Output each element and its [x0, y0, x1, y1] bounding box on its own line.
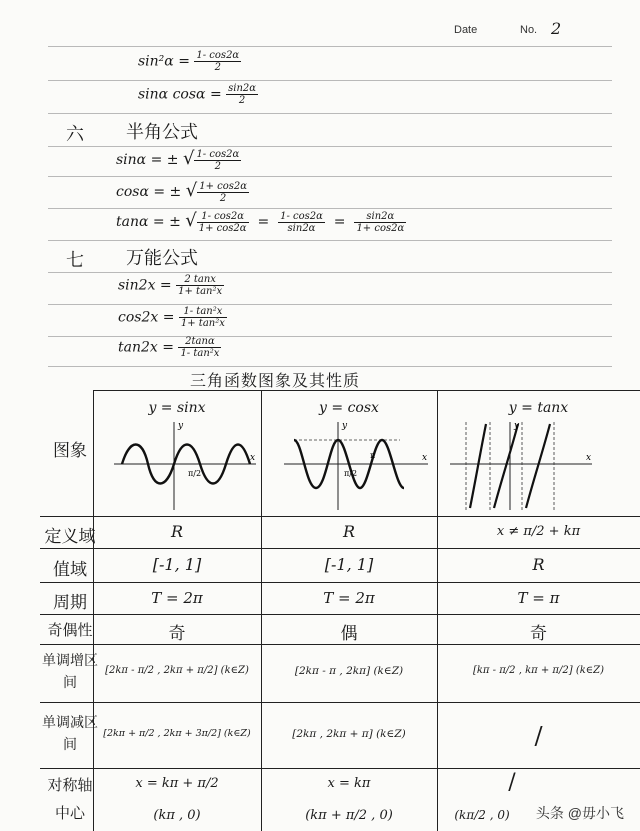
row-label-increasing: 单调增区间 — [42, 653, 98, 691]
fraction — [278, 211, 325, 234]
formula-lhs: cosα = ± — [116, 184, 182, 200]
center-cos: (kπ + π/2 , 0) — [305, 808, 393, 823]
formula-lhs: sin2x = — [118, 277, 172, 294]
numerator: 1- tan²x — [179, 306, 227, 318]
range-tan: R — [532, 555, 545, 574]
y-axis-label: y — [514, 421, 520, 431]
row-label-parity: 奇偶性 — [47, 621, 93, 639]
range-cos: [-1, 1] — [324, 555, 374, 574]
denominator: sin2α — [287, 222, 316, 234]
section-six-title: 半角公式 — [126, 122, 198, 143]
increasing-cos: [2kπ - π , 2kπ] (k∈Z) — [294, 665, 404, 677]
tangent-branch — [470, 424, 486, 508]
half-angle-sin — [116, 148, 241, 172]
section-seven-number: 七 — [66, 250, 84, 271]
formula-lhs: sin²α = — [138, 53, 190, 70]
row-label-graph: 图象 — [53, 441, 87, 461]
tangent-branch — [526, 424, 550, 508]
fraction — [179, 306, 227, 329]
x-axis-label: x — [586, 453, 592, 463]
universal-sin — [118, 274, 224, 297]
decreasing-tan: / — [534, 722, 543, 750]
fraction — [178, 336, 221, 359]
no-label: No. — [520, 24, 538, 36]
formula-lhs: sinα = ± — [116, 152, 179, 168]
fraction — [197, 181, 249, 204]
watermark: 头条 @毋小飞 — [535, 805, 624, 821]
domain-sin: R — [170, 522, 184, 541]
axis-cos: x = kπ — [327, 776, 371, 791]
fraction — [226, 83, 258, 106]
tangent-branch — [494, 424, 518, 508]
numerator: 1- cos2α — [280, 210, 323, 222]
domain-cos: R — [342, 522, 356, 541]
row-label-axis: 对称轴 — [47, 776, 93, 794]
denominator: 2 — [219, 192, 227, 204]
tan-graph — [446, 418, 596, 514]
half-angle-cos — [116, 180, 249, 204]
numerator: 2tanα — [178, 336, 221, 348]
sqrt-icon: √ — [185, 210, 197, 231]
formula-lhs: cos2x = — [118, 309, 175, 326]
x-axis-label: x — [250, 453, 256, 463]
denominator: 2 — [214, 62, 221, 73]
denominator: 2 — [238, 95, 246, 106]
cos-graph — [280, 418, 432, 514]
y-axis-label: y — [342, 421, 348, 431]
denominator: 1+ tan²x — [178, 286, 223, 297]
x-axis-label: x — [422, 453, 428, 463]
period-cos: T = 2π — [323, 589, 375, 607]
section-seven-title: 万能公式 — [126, 248, 198, 269]
parity-sin: 奇 — [168, 624, 186, 644]
period-tan: T = π — [517, 589, 560, 607]
row-label-domain: 定义域 — [44, 527, 96, 547]
numerator: sin2α — [354, 211, 406, 223]
universal-tan — [118, 336, 221, 359]
pi-tick: π — [370, 451, 376, 460]
half-angle-tan — [116, 210, 406, 234]
numerator: sin2α — [228, 83, 257, 94]
range-sin: [-1, 1] — [152, 555, 202, 574]
formula-lhs: sinα cosα = — [138, 86, 222, 103]
row-label-center: 中心 — [54, 804, 85, 822]
denominator: 1- tan²x — [180, 348, 220, 359]
column-header-tan: y = tanx — [508, 400, 569, 416]
universal-cos — [118, 306, 227, 329]
denominator: 2 — [214, 160, 222, 172]
row-label-period: 周期 — [53, 593, 87, 613]
formula-sin-squared — [138, 50, 241, 73]
denominator: 1+ cos2α — [198, 222, 247, 234]
axis-sin: x = kπ + π/2 — [135, 776, 219, 791]
decreasing-sin: [2kπ + π/2 , 2kπ + 3π/2] (k∈Z) — [103, 728, 251, 739]
formula-sin-cos — [138, 83, 258, 106]
formula-lhs: tan2x = — [118, 339, 174, 356]
denominator: 1+ cos2α — [356, 222, 405, 234]
increasing-sin: [2kπ - π/2 , 2kπ + π/2] (k∈Z) — [105, 665, 249, 676]
page-number: 2 — [551, 19, 562, 38]
fraction — [197, 211, 249, 234]
decreasing-cos: [2kπ , 2kπ + π] (k∈Z) — [292, 728, 406, 740]
equals-sign: = — [253, 214, 274, 230]
center-tan: (kπ/2 , 0) — [454, 808, 510, 822]
parity-cos: 偶 — [340, 624, 358, 644]
section-six-number: 六 — [66, 124, 84, 145]
denominator: 1+ tan²x — [180, 318, 225, 329]
numerator: 2 tanx — [176, 274, 224, 286]
half-pi-tick: π/2 — [188, 469, 202, 478]
fraction — [194, 149, 241, 172]
table-title: 三角函数图象及其性质 — [190, 371, 361, 390]
formula-lhs: tanα = ± — [116, 214, 181, 230]
sqrt-icon: √ — [182, 148, 195, 169]
row-label-range: 值域 — [53, 560, 87, 580]
period-sin: T = 2π — [151, 589, 203, 607]
numerator: 1- cos2α — [197, 211, 249, 223]
center-sin: (kπ , 0) — [153, 808, 201, 823]
y-axis-label: y — [178, 421, 184, 431]
numerator: 1+ cos2α — [199, 180, 248, 192]
parity-tan: 奇 — [530, 624, 547, 644]
numerator: 1- cos2α — [196, 148, 240, 160]
fraction — [176, 274, 224, 297]
domain-tan: x ≠ π/2 + kπ — [496, 524, 581, 539]
fraction — [354, 211, 406, 234]
date-label: Date — [454, 24, 478, 36]
equals-sign: = — [329, 214, 350, 230]
column-header-sin: y = sinx — [148, 400, 206, 416]
fraction — [194, 50, 241, 73]
half-pi-tick: π/2 — [344, 469, 358, 478]
sqrt-icon: √ — [185, 180, 198, 201]
column-header-cos: y = cosx — [319, 400, 379, 416]
axis-tan: / — [508, 770, 516, 795]
sin-graph — [110, 418, 260, 514]
increasing-tan: [kπ - π/2 , kπ + π/2] (k∈Z) — [472, 665, 605, 676]
row-label-decreasing: 单调减区间 — [42, 715, 98, 753]
numerator: 1- cos2α — [196, 50, 240, 61]
